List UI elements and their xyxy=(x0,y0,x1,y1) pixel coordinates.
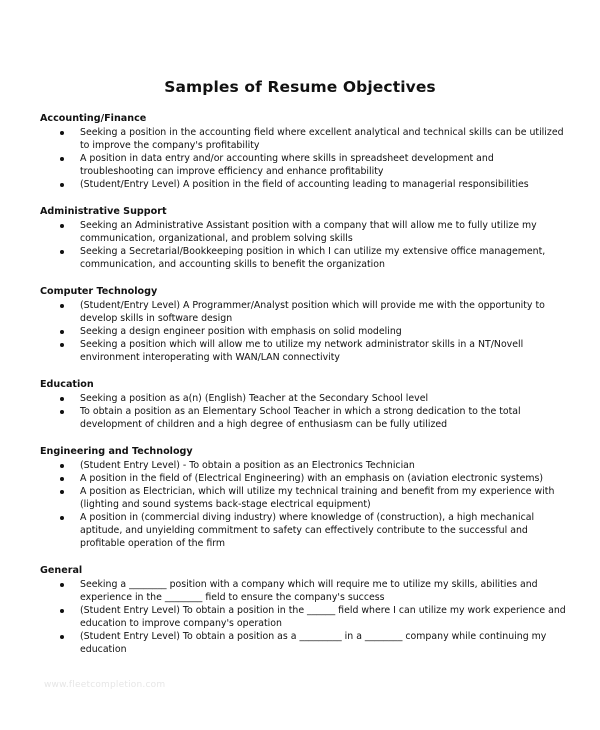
list-item-text: Seeking a design engineer position with emphasis on solid modeling xyxy=(80,326,402,337)
bullet-icon xyxy=(60,183,64,187)
list-item xyxy=(40,245,570,271)
bullet-icon xyxy=(60,131,64,135)
list-item xyxy=(40,459,570,472)
list-item xyxy=(40,178,570,191)
list-item xyxy=(40,485,570,511)
section-heading: Engineering and Technology xyxy=(40,446,193,457)
section-heading: Administrative Support xyxy=(40,206,167,217)
list-item xyxy=(40,219,570,245)
bullet-icon xyxy=(60,490,64,494)
list-item xyxy=(40,578,570,604)
bullet-icon xyxy=(60,609,64,613)
list-item xyxy=(40,472,570,485)
list-item xyxy=(40,511,570,550)
list-item-text: A position in the field of (Electrical Engineering) with an emphasis on (aviation electronic systems) xyxy=(80,473,544,484)
objective-list xyxy=(40,392,570,431)
objective-list xyxy=(40,126,570,191)
list-item-text: To obtain a position as an Elementary School Teacher in which a strong dedication to the total development of children and a high degree of enthusiasm can be fully utilized xyxy=(80,406,521,430)
list-item-text: Seeking a position as a(n) (English) Teacher at the Secondary School level xyxy=(80,393,429,404)
section xyxy=(40,565,570,656)
section xyxy=(40,286,570,364)
bullet-icon xyxy=(60,397,64,401)
section-heading: Computer Technology xyxy=(40,286,158,297)
list-item-text: (Student Entry Level) - To obtain a position as an Electronics Technician xyxy=(80,460,415,471)
list-item xyxy=(40,152,570,178)
bullet-icon xyxy=(60,464,64,468)
list-item xyxy=(40,405,570,431)
objective-list xyxy=(40,219,570,271)
list-item-text: (Student/Entry Level) A position in the field of accounting leading to managerial responsibilities xyxy=(80,179,529,190)
list-item-text: A position in (commercial diving industry) where knowledge of (construction), a high mechanical aptitude, and unyielding commitment to safety can effectively contribute to the successful and profitable operation of the firm xyxy=(80,512,535,549)
list-item xyxy=(40,126,570,152)
list-item-text: Seeking a Secretarial/Bookkeeping position in which I can utilize my extensive office management, communication, and accounting skills to benefit the organization xyxy=(80,246,546,270)
bullet-icon xyxy=(60,304,64,308)
bullet-icon xyxy=(60,635,64,639)
section xyxy=(40,379,570,431)
bullet-icon xyxy=(60,250,64,254)
bullet-icon xyxy=(60,343,64,347)
list-item xyxy=(40,604,570,630)
watermark: www.fleetcompletion.com xyxy=(44,680,166,690)
bullet-icon xyxy=(60,477,64,481)
list-item-text: (Student Entry Level) To obtain a position as a _________ in a ________ company while continuing my education xyxy=(80,631,547,655)
section xyxy=(40,206,570,271)
list-item-text: A position as Electrician, which will utilize my technical training and benefit from my experience with (lighting and sound systems back-stage electrical equipment) xyxy=(80,486,555,510)
list-item-text: (Student/Entry Level) A Programmer/Analyst position which will provide me with the opportunity to develop skills in software design xyxy=(80,300,545,324)
section xyxy=(40,446,570,550)
section-heading: Education xyxy=(40,379,94,390)
list-item xyxy=(40,392,570,405)
list-item-text: Seeking a position in the accounting field where excellent analytical and technical skills can be utilized to improve the company's profitability xyxy=(80,127,564,151)
list-item xyxy=(40,630,570,656)
list-item-text: Seeking a position which will allow me to utilize my network administrator skills in a NT/Novell environment interoperating with WAN/LAN connectivity xyxy=(80,339,524,363)
section-heading: General xyxy=(40,565,83,576)
list-item-text: Seeking an Administrative Assistant position with a company that will allow me to fully utilize my communication, organizational, and problem solving skills xyxy=(80,220,537,244)
list-item xyxy=(40,299,570,325)
objective-list xyxy=(40,578,570,656)
bullet-icon xyxy=(60,516,64,520)
bullet-icon xyxy=(60,410,64,414)
bullet-icon xyxy=(60,583,64,587)
bullet-icon xyxy=(60,157,64,161)
objectives-list xyxy=(40,113,570,671)
page-title: Samples of Resume Objectives xyxy=(164,78,436,96)
bullet-icon xyxy=(60,330,64,334)
list-item-text: Seeking a ________ position with a company which will require me to utilize my skills, abilities and experience in the ________ field to ensure the company's success xyxy=(80,579,538,603)
section xyxy=(40,113,570,191)
list-item-text: A position in data entry and/or accounting where skills in spreadsheet development and troubleshooting can improve efficiency and enhance profitability xyxy=(80,153,494,177)
bullet-icon xyxy=(60,224,64,228)
objective-list xyxy=(40,459,570,550)
list-item xyxy=(40,325,570,338)
list-item-text: (Student Entry Level) To obtain a position in the ______ field where I can utilize my work experience and education to improve company's operation xyxy=(80,605,566,629)
section-heading: Accounting/Finance xyxy=(40,113,147,124)
objective-list xyxy=(40,299,570,364)
list-item xyxy=(40,338,570,364)
